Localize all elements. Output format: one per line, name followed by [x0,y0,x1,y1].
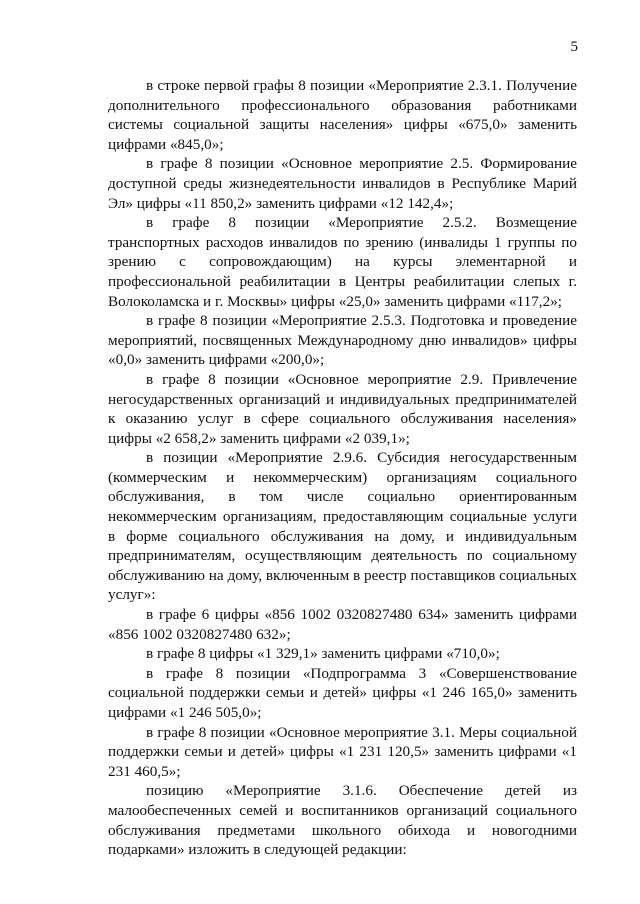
paragraph-3: в графе 8 позиции «Мероприятие 2.5.2. Возмещение транспортных расходов инвалидов по зрению (инвалиды 1 группы по зрению с сопровождающим) на курсы элементарной и профессиональной реабилитации в Центры реабилитации слепых г. Волоколамска и г. Москвы» цифры «25,0» заменить цифрами «117,2»; [108,214,577,310]
document-body [108,76,577,860]
paragraph-1: в строке первой графы 8 позиции «Мероприятие 2.3.1. Получение дополнительного профессионального образования работниками системы социальной защиты населения» цифры «675,0» заменить цифрами «845,0»; [108,77,577,153]
paragraph-8: в графе 8 цифры «1 329,1» заменить цифрами «710,0»; [146,645,500,663]
page-number: 5 [570,39,578,55]
paragraph-2: в графе 8 позиции «Основное мероприятие 2.5. Формирование доступной среды жизнедеятельности инвалидов в Республике Марий Эл» цифры «11 850,2» заменить цифрами «12 142,4»; [108,155,577,212]
paragraph-5: в графе 8 позиции «Основное мероприятие 2.9. Привлечение негосударственных организаций и индивидуальных предпринимателей к оказанию услуг в сфере социального обслуживания населения» цифры «2 658,2» заменить цифрами «2 039,1»; [108,370,577,447]
paragraph-11: позицию «Мероприятие 3.1.6. Обеспечение детей из малообеспеченных семей и воспитанников организаций социального обслуживания предметами школьного обихода и новогодними подарками» изложить в следующей редакции: [108,782,577,859]
paragraph-7: в графе 6 цифры «856 1002 0320827480 634» заменить цифрами «856 1002 0320827480 632»; [108,606,577,643]
paragraph-10: в графе 8 позиции «Основное мероприятие 3.1. Меры социальной поддержки семьи и детей» цифры «1 231 120,5» заменить цифрами «1 231 460,5»; [108,723,577,780]
paragraph-4: в графе 8 позиции «Мероприятие 2.5.3. Подготовка и проведение мероприятий, посвященных Международному дню инвалидов» цифры «0,0» заменить цифрами «200,0»; [108,312,577,369]
paragraph-9: в графе 8 позиции «Подпрограмма 3 «Совершенствование социальной поддержки семьи и детей» цифры «1 246 165,0» заменить цифрами «1 246 505,0»; [108,664,577,721]
paragraph-6: в позиции «Мероприятие 2.9.6. Субсидия негосударственным (коммерческим и некоммерческим) организациям социального обслуживания, в том числе социально ориентированным некоммерческим организациям, предоставляющим социальные услуги в форме социального обслуживания на дому, и индивидуальным предпринимателям, осуществляющим деятельность по социальному обслуживанию на дому, включенным в реестр поставщиков социальных услуг»: [108,449,577,604]
